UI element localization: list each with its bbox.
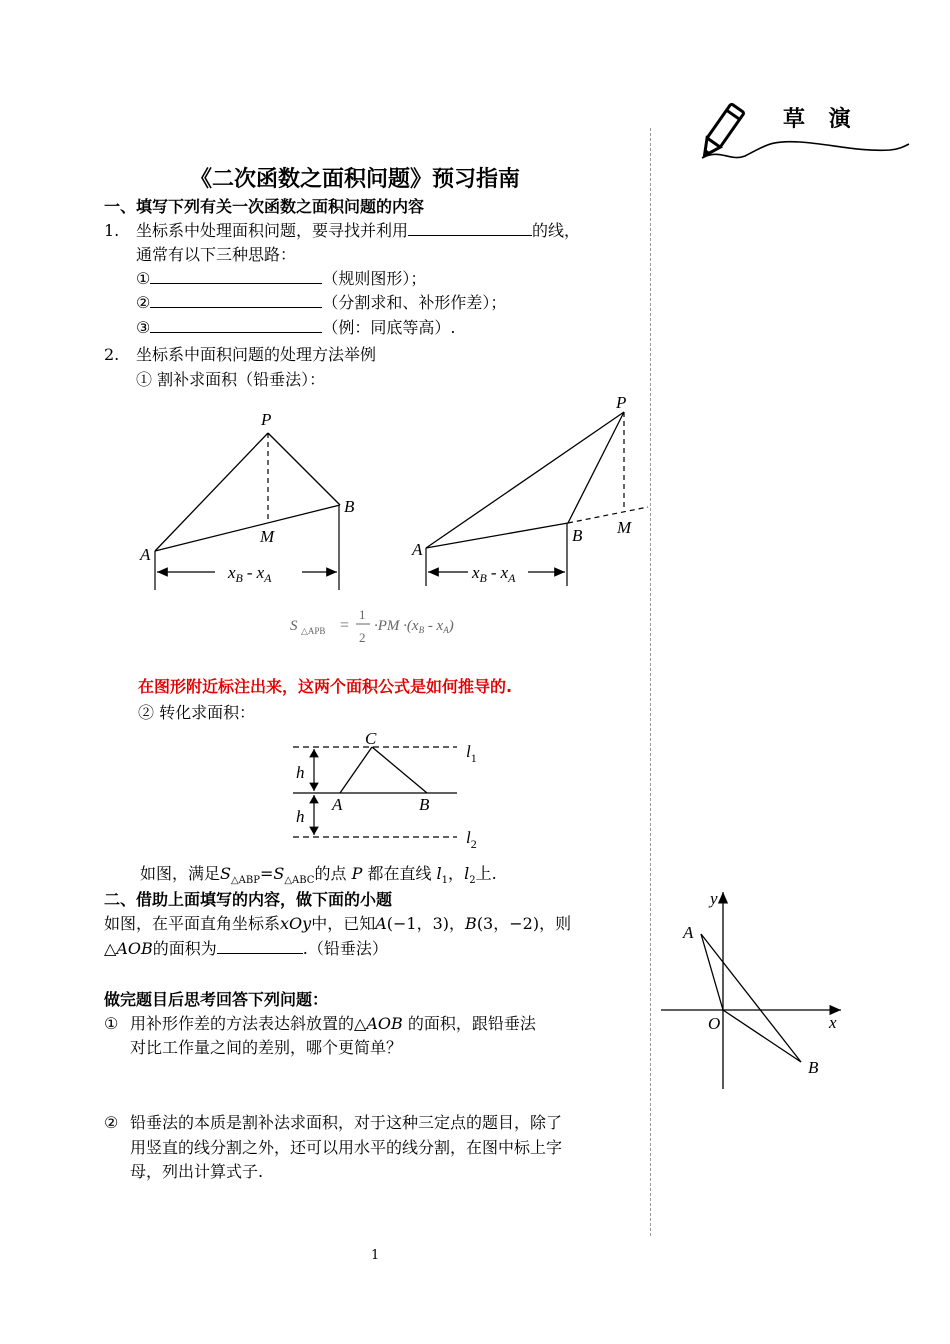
section3-heading: 做完题目后思考回答下列问题： [104, 990, 329, 1009]
segment-AB-2 [426, 523, 568, 548]
blank-line [150, 316, 322, 333]
conclusion-line: 如图，满足$S_{\triangle ABP}=S_{\triangle ABC}$的点 P 都在直线 $l_1$，$l_2$上. [140, 864, 497, 887]
label-M-2: M [617, 518, 632, 537]
margin-divider [650, 128, 651, 1236]
blank-line [150, 291, 322, 308]
label-x: x [829, 1013, 837, 1032]
segment-AB [155, 505, 340, 551]
label-xb-xa: $x_B - x_A$ [228, 563, 272, 585]
q1-line2: 对比工作量之间的差别，哪个更简单？ [130, 1038, 403, 1057]
page-title: 《二次函数之面积问题》预习指南 [190, 167, 521, 192]
q1-line1: 用补形作差的方法表达斜放置的△AOB 的面积，跟铅垂法 [130, 1014, 536, 1033]
problem-line1: 如图，在平面直角坐标系xOy中，已知A(−1，3)，B(3，−2)，则 [104, 914, 572, 933]
segment-AB-coord [701, 934, 801, 1062]
blank-line [408, 219, 532, 236]
label-P: P [261, 410, 272, 429]
figure-coordinate-aob [655, 884, 850, 1094]
red-instruction: 在图形附近标注出来，这两个面积公式是如何推导的. [138, 677, 513, 696]
item1-number: 1. [104, 221, 120, 240]
label-A-3: A [332, 795, 343, 814]
option-3: ③ （例：同底等高）. [136, 318, 456, 337]
segment-PB [268, 433, 340, 505]
figure-vertical-height-method [130, 390, 660, 600]
option-2: ② （分割求和、补形作差）； [136, 293, 507, 312]
section2-heading: 二、借助上面填写的内容，做下面的小题 [104, 890, 393, 909]
label-xb-xa-2: $x_B - x_A$ [472, 563, 516, 585]
q2-line1: 铅垂法的本质是割补法求面积，对于这种三定点的题目，除了 [130, 1113, 563, 1132]
label-B-2: B [572, 526, 583, 545]
label-M: M [260, 527, 275, 546]
item2-text: 坐标系中面积问题的处理方法举例 [136, 345, 377, 364]
segment-BM-2 [568, 507, 648, 523]
item1-line1: 坐标系中处理面积问题，要寻找并利用 的线， [136, 221, 581, 240]
svg-text:1: 1 [359, 607, 366, 622]
label-C: C [365, 729, 377, 748]
page-number: 1 [371, 1248, 380, 1263]
option-1: ① （规则图形）； [136, 269, 427, 288]
method1-label: ① 割补求面积（铅垂法）： [136, 370, 326, 389]
segment-CB [372, 747, 427, 793]
label-A: A [140, 545, 151, 564]
segment-PB-2 [568, 412, 624, 523]
segment-AP-2 [426, 412, 624, 548]
label-O: O [708, 1014, 721, 1033]
problem-line2: △AOB的面积为 .（铅垂法） [104, 939, 388, 958]
label-l1: $l_1$ [466, 742, 477, 765]
answer-blank [217, 937, 303, 954]
label-P-2: P [616, 393, 627, 412]
segment-AP [155, 433, 268, 551]
blank-line [150, 267, 322, 284]
method2-label: ② 转化求面积： [138, 703, 256, 722]
area-formula [286, 602, 506, 648]
label-l2: $l_2$ [466, 828, 477, 851]
svg-text:S: S [290, 618, 298, 634]
label-y: y [710, 889, 718, 908]
label-B-3: B [419, 795, 430, 814]
item1-line2: 通常有以下三种思路： [136, 245, 297, 264]
label-h2: h [296, 807, 305, 826]
q2-marker: ② [104, 1113, 119, 1132]
section1-heading: 一、填写下列有关一次函数之面积问题的内容 [104, 197, 425, 216]
svg-text:△APB: △APB [301, 626, 326, 636]
q2-line2: 用竖直的线分割之外，还可以用水平的线分割，在图中标上字 [130, 1138, 563, 1157]
segment-OB [723, 1010, 801, 1062]
label-h1: h [296, 763, 305, 782]
segment-OA [701, 934, 723, 1010]
label-A-coord: A [683, 923, 694, 942]
figure-parallel-lines [285, 726, 495, 852]
svg-text:=: = [340, 617, 350, 634]
label-A-2: A [412, 540, 423, 559]
svg-text:2: 2 [359, 630, 366, 645]
item2-number: 2. [104, 345, 120, 364]
q1-marker: ① [104, 1014, 119, 1033]
label-B: B [344, 497, 355, 516]
segment-AC [340, 747, 372, 793]
draft-label: 草 演 [783, 107, 859, 132]
label-B-coord: B [808, 1058, 819, 1077]
q2-line3: 母，列出计算式子. [130, 1162, 264, 1181]
svg-text:·PM ·(xB - xA): $\cdot PM \cdot(x_B - x_A)$ [374, 618, 454, 635]
